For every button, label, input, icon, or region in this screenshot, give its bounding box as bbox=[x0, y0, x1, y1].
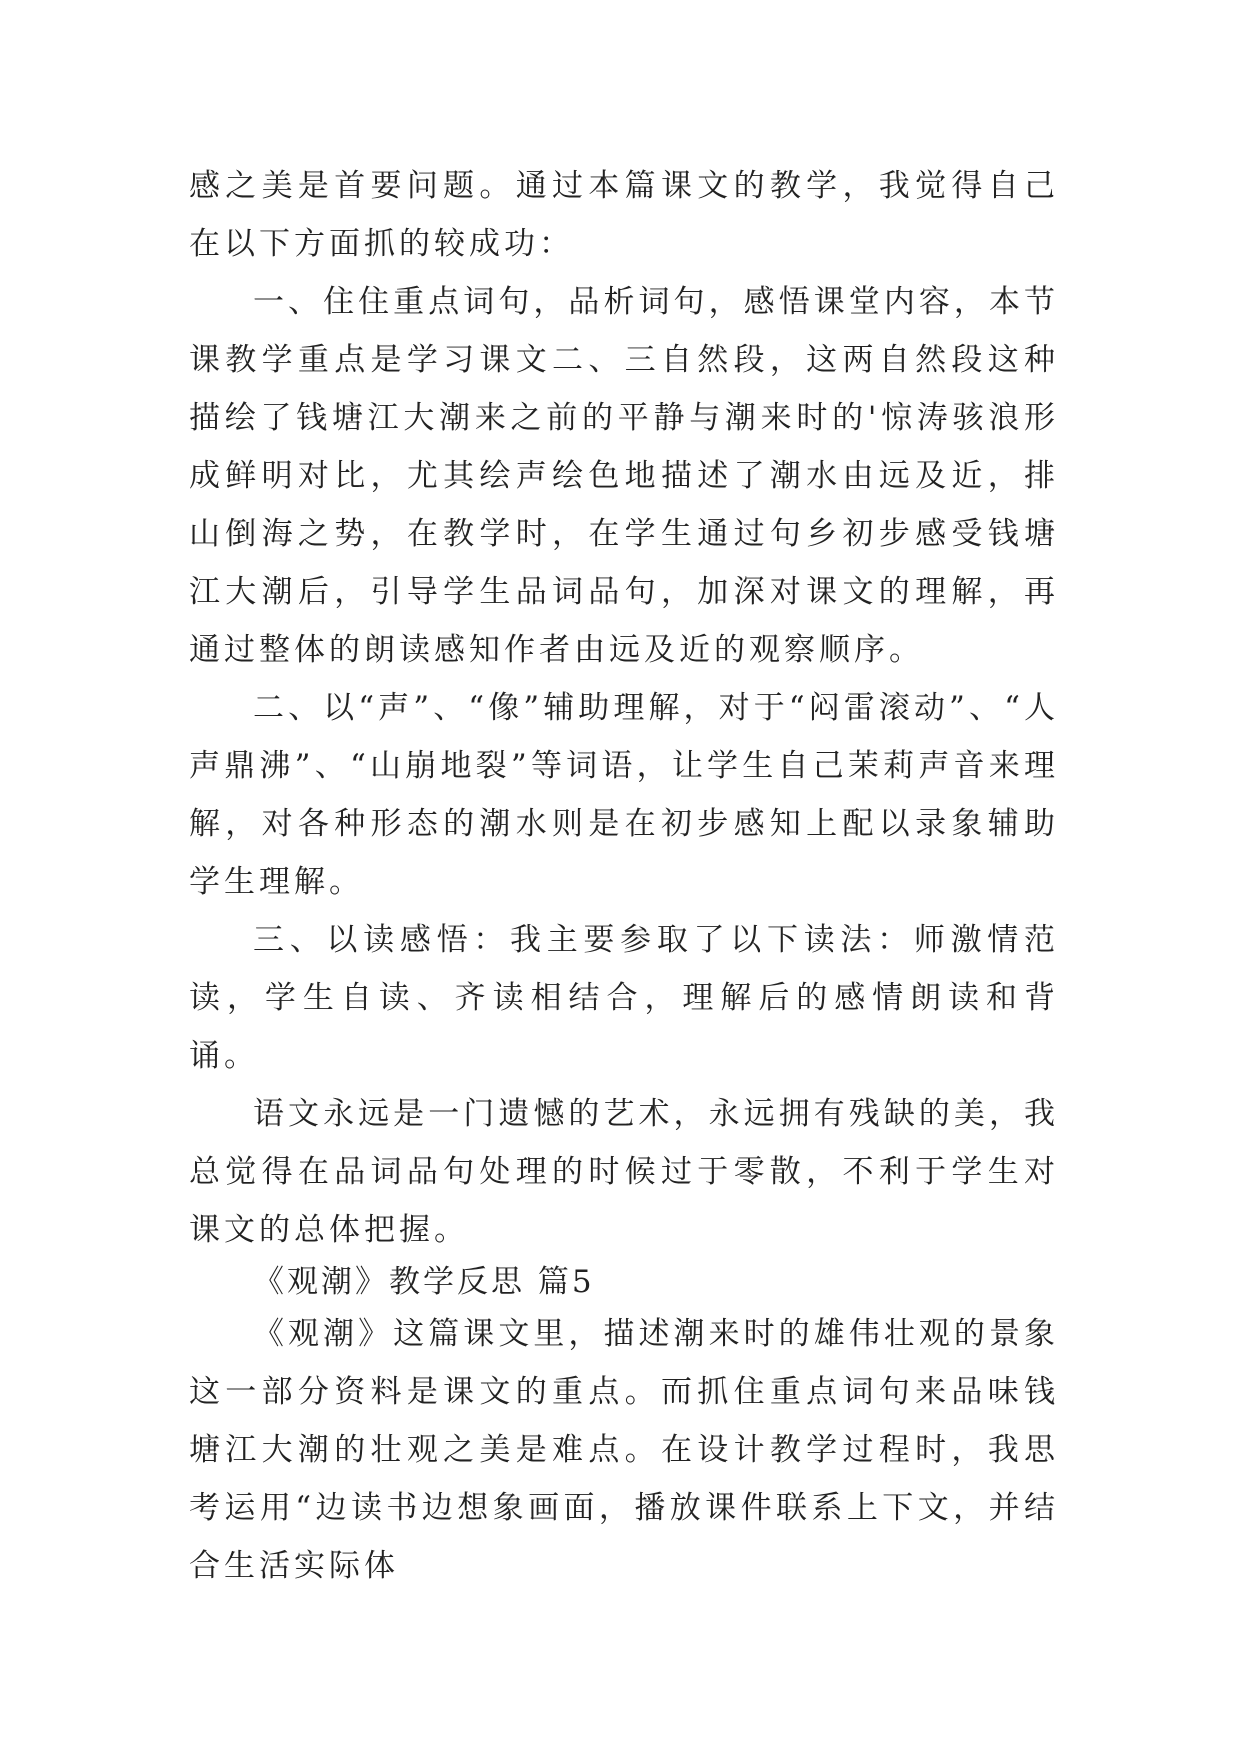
paragraph-point-one: 一、住住重点词句，品析词句，感悟课堂内容，本节课教学重点是学习课文二、三自然段，这两自然段这种描绘了钱塘江大潮来之前的平静与潮来时的'惊涛骇浪形成鲜明对比，尤其绘声绘色地描述了潮水由远及近，排山倒海之势，在教学时，在学生通过句乡初步感受钱塘江大潮后，引导学生品词品句，加深对课文的理解，再通过整体的朗读感知作者由远及近的观察顺序。 bbox=[189, 284, 1059, 668]
paragraph-point-two: 二、以“声”、“像”辅助理解，对于“闷雷滚动”、“人声鼎沸”、“山崩地裂”等词语，让学生自己茉莉声音来理解，对各种形态的潮水则是在初步感知上配以录象辅助学生理解。 bbox=[189, 690, 1059, 900]
paragraph-continued: 感之美是首要问题。通过本篇课文的教学，我觉得自己在以下方面抓的较成功： bbox=[189, 168, 1059, 262]
section-2-body bbox=[189, 1305, 1059, 1595]
paragraph-conclusion: 语文永远是一门遗憾的艺术，永远拥有残缺的美，我总觉得在品词品句处理的时候过于零散，不利于学生对课文的总体把握。 bbox=[189, 1096, 1059, 1248]
paragraph-point-three: 三、以读感悟：我主要参取了以下读法：师激情范读，学生自读、齐读相结合，理解后的感情朗读和背诵。 bbox=[189, 922, 1059, 1074]
section-2-heading: 《观潮》教学反思 篇5 bbox=[253, 1264, 595, 1300]
paragraph-section-2-intro: 《观潮》这篇课文里，描述潮来时的雄伟壮观的景象这一部分资料是课文的重点。而抓住重点词句来品味钱塘江大潮的壮观之美是难点。在设计教学过程时，我思考运用“边读书边想象画面，播放课件联系上下文，并结合生活实际体 bbox=[189, 1316, 1059, 1584]
section-1-body bbox=[189, 157, 1059, 1259]
